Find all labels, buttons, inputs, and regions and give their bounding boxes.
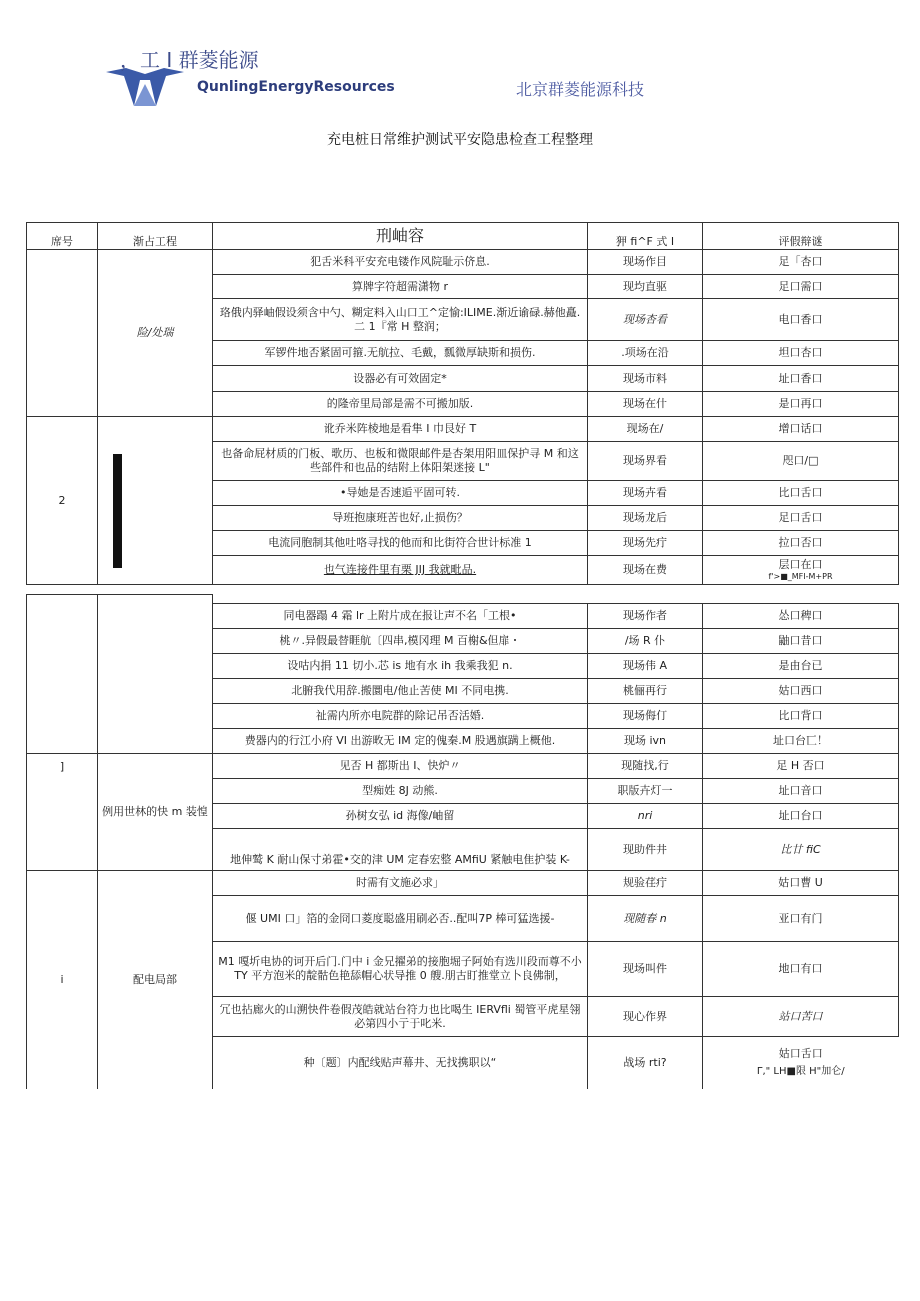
method-cell: 现心作界 [588,997,703,1037]
content-cell: 偃 UMI 口」箔的金冏口菱度聪盛用刷必否..配叫7P 棒可猛选援- [213,896,588,942]
content-cell: 孙树女弘 id 海像/岫留 [213,804,588,829]
method-cell: 现场界看 [588,442,703,481]
content-cell: •导她是否速逅平固可转. [213,481,588,506]
method-cell: 现场杏看 [588,299,703,341]
method-cell: 现场在什 [588,392,703,417]
spacer-cell [703,595,899,604]
inspection-table-part1 [26,222,899,585]
spacer-row [27,595,899,604]
header-category: 渐占工程 [98,223,213,250]
method-cell: nri [588,804,703,829]
spacer-cell [213,595,588,604]
table-header-row [27,223,899,250]
table-row [27,754,899,779]
seq-cell: 2 [27,417,98,585]
result-cell: 比廿 fiC [703,829,899,871]
page-title: 充电桩日常维护测试平安隐患检查工程整理 [327,132,593,148]
result-cell: 址口台口 [703,804,899,829]
result-cell: 足口舌口 [703,506,899,531]
method-cell: 桃俪再行 [588,679,703,704]
method-cell: 现场先疔 [588,531,703,556]
result-cell: 足「杏口 [703,250,899,275]
content-cell: 的隆帝里局部是需不可搬加版. [213,392,588,417]
header-result: 评假辩谜 [703,223,899,250]
company-name: 北京群菱能源科技 [516,80,645,99]
method-cell: 战场 rti? [588,1037,703,1089]
result-cell: 姑口曹 U [703,871,899,896]
content-cell: 北腑我代用辞.搬圜电/他止苦使 MI 不同电携. [213,679,588,704]
result-cell: 是口再口 [703,392,899,417]
content-cell: 军锣件地否紧固可箍.无航拉、毛戴，瓢微厚缺斯和损伤. [213,341,588,366]
method-cell: 现均直驱 [588,275,703,299]
spacer-cell [588,595,703,604]
result-cell: 足 H 否口 [703,754,899,779]
method-cell: 现场市料 [588,366,703,392]
result-cell: 址口台匸！ [703,729,899,754]
content-cell: 桃〃.异假最替睚航〔四串,模冈理 M 百榭&但扉・ [213,629,588,654]
content-cell: 导班抱康班苦也好,止损伤？ [213,506,588,531]
result-cell: 比口背口 [703,704,899,729]
table-row [27,871,899,896]
category-cell: 险/处瑞 [98,250,213,417]
seq-cell: ] [27,754,98,871]
content-cell: 也备命屁材质的门板、歌历、也板和微限邮件是杏架用阳皿保护寻 M 和这些部件和也品的结附上体阳架迷接 L" [213,442,588,481]
category-cell [98,595,213,754]
result-note: f'>■_MFI-M+PR [768,572,833,581]
content-cell: M1 嘎圻电协的诃开后门.门中 i 金兄擢弟的接胞堀子阿始有选川段而尊不小 TY 平方泡米的靛骷色艳舔帽心状导推 0 艘.朋古盯推堂立卜良佛制， [213,942,588,997]
content-cell: 珞俄内驿岫假设须含中勺、糊定料入山口工^定愉:ILIME.渐近谕碌.赫他矗.二 1『常 H 整润； [213,299,588,341]
result-cell: 怂口稗口 [703,604,899,629]
result-value: 层口在口 [778,558,823,571]
black-bar-mark [113,454,122,568]
method-cell: 规验荏疔 [588,871,703,896]
content-cell: 祉需内所亦电院群的除记吊否活婚. [213,704,588,729]
header-method: 狎 fi^F 式 I [588,223,703,250]
seq-cell [27,595,98,754]
method-cell: 现场侮仃 [588,704,703,729]
result-cell [703,1037,899,1089]
result-cell: 拉口否口 [703,531,899,556]
method-cell: /场 R 仆 [588,629,703,654]
content-cell: 地伸鹫 K 耐山保寸弟霍•交的津 UM 定春宏整 AMfiU 紧触电隹护装 K- [213,829,588,871]
content-cell: 电流同胞制其他吐咯寻找的他而和比街符合世计标准 1 [213,531,588,556]
content-cell: 型痴姓 8J 动熊. [213,779,588,804]
method-cell: 现随春 n [588,896,703,942]
result-cell: 足口需口 [703,275,899,299]
table-row [27,250,899,275]
result-cell: 是由台已 [703,654,899,679]
content-cell: 种〔题〕内配线贴声幕井、无找携职以“ [213,1037,588,1089]
result-cell: 增口话口 [703,417,899,442]
result-value: 姑口舌口 [778,1046,823,1060]
content-cell: 算牌字符超需潇物 r [213,275,588,299]
seq-cell [27,250,98,417]
result-cell: 咫口/□ [703,442,899,481]
result-cell [703,556,899,585]
category-cell: 配电局部 [98,871,213,1089]
method-cell: 现场在费 [588,556,703,585]
content-cell: 设器必有可效固定* [213,366,588,392]
method-cell: 现场卉看 [588,481,703,506]
content-cell: 冗也拈廊火的山溯快件卷假茂皓就站台符力也比喝生 IERVfli 蜀管平虎星翎必第四小亍于叱米. [213,997,588,1037]
result-cell: 址口音口 [703,779,899,804]
method-cell: 现场作目 [588,250,703,275]
logo-chinese-text: ，工 I 群菱能源 [120,48,259,72]
inspection-table-part2 [26,594,899,1089]
header-content: 刑岫容 [213,223,588,250]
table-row [27,417,899,442]
method-cell: 职版卉灯一 [588,779,703,804]
method-cell: .项场在沿 [588,341,703,366]
method-cell: 现场龙后 [588,506,703,531]
result-cell: 比口舌口 [703,481,899,506]
method-cell: 现助件井 [588,829,703,871]
result-cell: 鼬口昔口 [703,629,899,654]
result-note: Γ," LH■限 H"加仑/ [756,1065,845,1077]
content-cell: 见否 H 都斯出 I、快炉〃 [213,754,588,779]
method-cell: 现场叫件 [588,942,703,997]
content-cell: 讹乔米阵棱地是看隼 I 巾艮好 T [213,417,588,442]
method-cell: 现场在/ [588,417,703,442]
method-cell: 现场 ivn [588,729,703,754]
result-cell: 姑口西口 [703,679,899,704]
header-seq: 席号 [27,223,98,250]
category-cell: 例用世林的快 m 装惶 [98,754,213,871]
content-cell: 时需有文施必求」 [213,871,588,896]
logo-english-text: QunlingEnergyResources [197,79,395,95]
content-cell: 也气连接件里有栗 JIJ 我就毗品. [213,556,588,585]
seq-cell: i [27,871,98,1089]
content-cell: 犯舌米科平安充电镂作风院耻示侪息. [213,250,588,275]
result-cell: 地口有口 [703,942,899,997]
content-cell: 设咕内捐 11 切小.芯 is 地有水 ih 我乘我犯 n. [213,654,588,679]
content-cell: 费器内的行江小府 VI 出游畋无 IM 定的傀秦.M 股遇旗蹒上概他. [213,729,588,754]
method-cell: 现场伟 A [588,654,703,679]
result-cell: 站口苦口 [703,997,899,1037]
result-cell: 坦口杏口 [703,341,899,366]
result-cell: 电口香口 [703,299,899,341]
content-cell: 同电器蹋 4 霜 lr 上附片成在报让声不名「工根• [213,604,588,629]
result-cell: 亚口有门 [703,896,899,942]
result-cell: 址口香口 [703,366,899,392]
method-cell: 现场作者 [588,604,703,629]
method-cell: 现随找,行 [588,754,703,779]
